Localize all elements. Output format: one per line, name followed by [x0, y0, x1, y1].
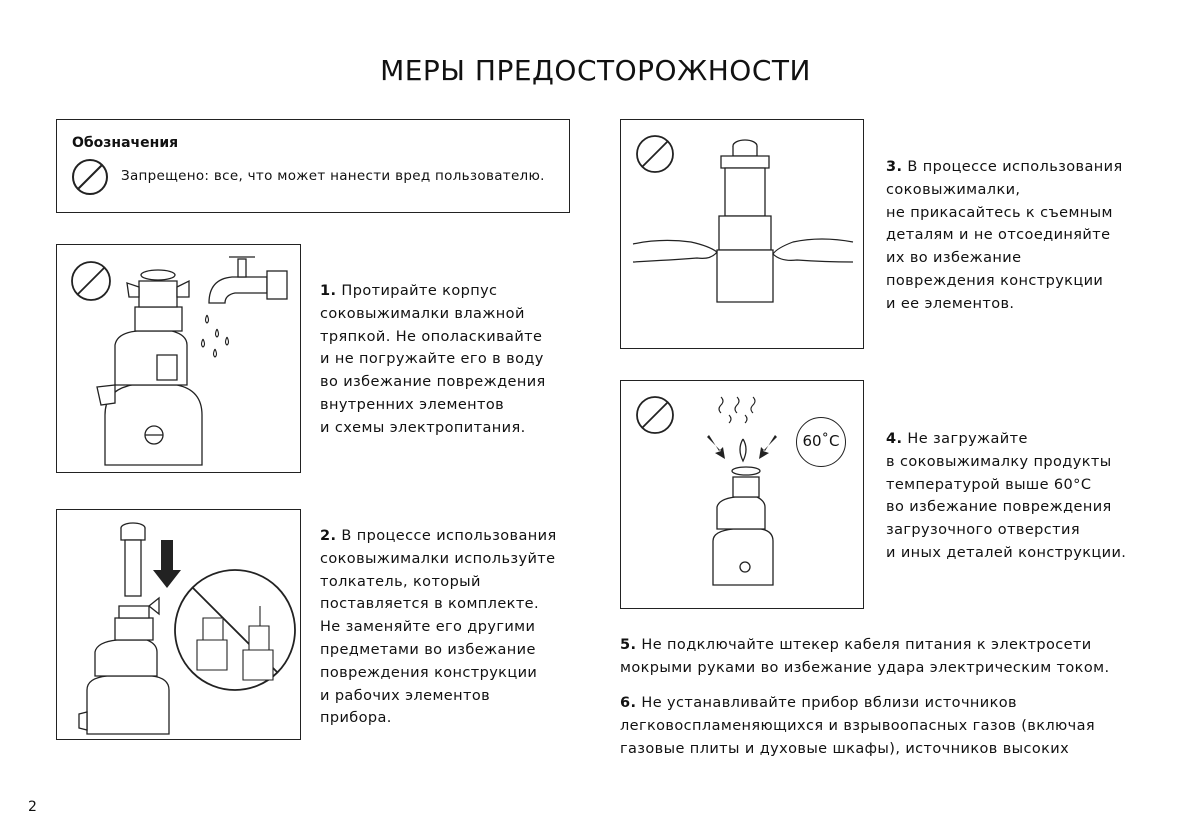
item-text: В процессе использования [341, 528, 557, 544]
item-text: В процессе использования [907, 159, 1123, 175]
item-number: 6. [620, 695, 637, 711]
precaution-item-3 [886, 156, 1123, 316]
item-text: Не заменяйте его другими [320, 619, 536, 636]
juicer-icon [717, 140, 773, 302]
prohibited-icon [72, 262, 110, 300]
prohibited-icon [637, 136, 673, 172]
steam-icon [719, 397, 755, 423]
precaution-item-5 [620, 634, 1109, 680]
item-text: и иных деталей конструкции. [886, 544, 1127, 561]
item-text: и схемы электропитания. [320, 419, 526, 436]
precaution-item-1 [320, 280, 546, 440]
item-text: тряпкой. Не ополаскивайте [320, 328, 543, 345]
item-number: 2. [320, 528, 337, 544]
item-text: Не загружайте [907, 431, 1028, 447]
prohibited-icon [175, 570, 295, 690]
precaution-item-6 [620, 692, 1095, 760]
item-text: соковыжималки, [886, 181, 1021, 198]
juicer-icon [97, 270, 202, 465]
pusher-icon [121, 523, 145, 596]
item-text: Протирайте корпус [341, 283, 498, 299]
item-text: и не погружайте его в воду [320, 351, 544, 368]
juicer-icon [79, 598, 169, 734]
legend-box [56, 119, 570, 213]
faucet-icon [209, 257, 287, 303]
item-text: соковыжималки используйте [320, 550, 556, 567]
item-text: поставляется в комплекте. [320, 596, 539, 613]
item-text: Не устанавливайте прибор вблизи источников [641, 695, 1017, 711]
item-number: 4. [886, 431, 903, 447]
item-number: 3. [886, 159, 903, 175]
item-text: не прикасайтесь к съемным [886, 204, 1113, 221]
item-text: деталям и не отсоединяйте [886, 227, 1111, 244]
illustration-wipe-no-water [56, 244, 301, 473]
item-text: повреждения конструкции [320, 664, 538, 681]
illustration-no-hot-food [620, 380, 864, 609]
item-text: и рабочих элементов [320, 687, 491, 704]
juicer-icon [197, 606, 273, 680]
item-text: мокрыми руками во избежание удара электрическим током. [620, 659, 1110, 676]
item-text: во избежание повреждения [886, 499, 1112, 516]
item-text: Не подключайте штекер кабеля питания к электросети [641, 637, 1092, 653]
item-text: газовые плиты и духовые шкафы), источников высоких [620, 740, 1070, 757]
page-number: 2 [28, 799, 37, 815]
page-title: МЕРЫ ПРЕДОСТОРОЖНОСТИ [380, 54, 811, 87]
water-drops-icon [202, 315, 229, 357]
item-number: 1. [320, 283, 337, 299]
item-text: соковыжималки влажной [320, 305, 525, 322]
item-number: 5. [620, 637, 637, 653]
prohibited-icon [71, 158, 109, 196]
item-text: внутренних элементов [320, 396, 505, 413]
item-text: во избежание повреждения [320, 374, 546, 391]
temperature-badge: 60˚С [796, 417, 846, 467]
item-text: и ее элементов. [886, 295, 1015, 312]
legend-heading: Обозначения [72, 135, 179, 151]
item-text: прибора. [320, 710, 392, 727]
legend-prohibited-text: Запрещено: все, что может нанести вред пользователю. [121, 168, 545, 184]
item-text: повреждения конструкции [886, 272, 1104, 289]
illustration-do-not-touch [620, 119, 864, 349]
item-text: их во избежание [886, 250, 1022, 267]
down-arrow-icon [153, 540, 181, 588]
item-text: температурой выше 60°С [886, 476, 1092, 493]
prohibited-icon [637, 397, 673, 433]
item-text: толкатель, который [320, 573, 481, 590]
item-text: в соковыжималку продукты [886, 453, 1112, 470]
item-text: загрузочного отверстия [886, 522, 1080, 539]
precaution-item-2 [320, 525, 557, 730]
juicer-icon [713, 439, 773, 585]
item-text: предметами во избежание [320, 641, 536, 658]
illustration-use-pusher [56, 509, 301, 740]
precaution-item-4 [886, 428, 1126, 565]
item-text: легковоспламеняющихся и взрывоопасных газов (включая [620, 717, 1096, 734]
